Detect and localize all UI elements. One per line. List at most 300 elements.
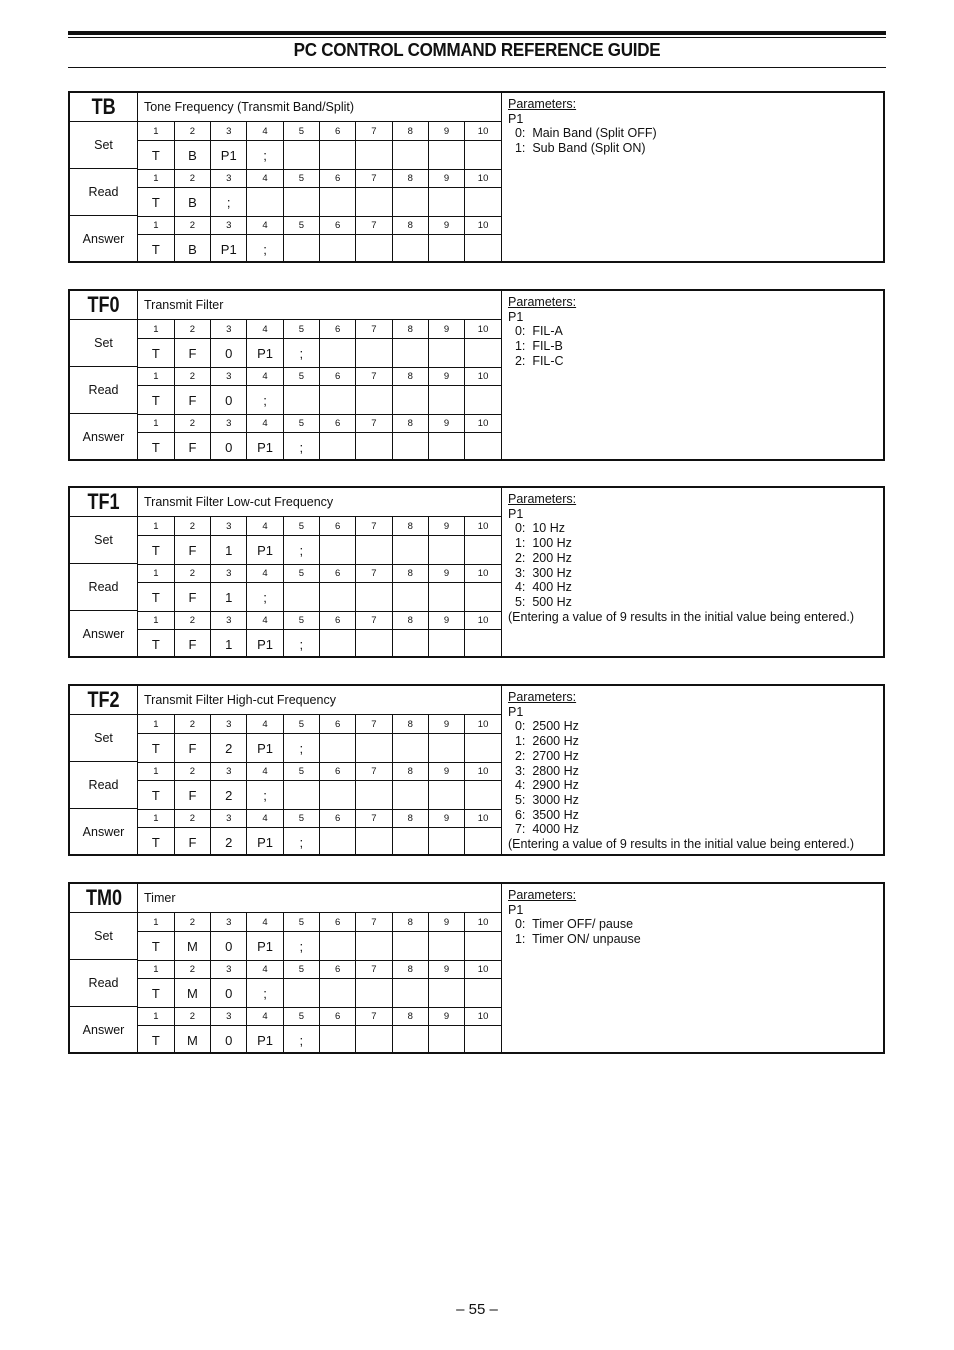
row-label-set: Set <box>70 913 138 960</box>
parameter-line: 2: 2700 Hz <box>508 748 579 763</box>
command-description: Transmit Filter High-cut Frequency <box>138 686 502 715</box>
position-number: 9 <box>428 611 464 630</box>
parameters-panel <box>502 488 882 656</box>
position-number: 4 <box>247 517 283 536</box>
format-grid-read <box>138 564 502 612</box>
position-number: 8 <box>392 1007 428 1026</box>
position-number: 2 <box>174 913 210 932</box>
format-cell <box>428 235 464 264</box>
format-cell: ; <box>211 188 247 217</box>
format-value-row <box>138 583 501 612</box>
format-value-row <box>138 630 501 659</box>
position-number-row <box>138 320 501 339</box>
command-block-tf0 <box>68 289 885 461</box>
format-cell: ; <box>247 386 283 415</box>
position-number: 4 <box>247 715 283 734</box>
position-number: 1 <box>138 414 174 433</box>
position-number: 10 <box>465 367 501 386</box>
format-value-row <box>138 188 501 217</box>
format-cell: T <box>138 630 174 659</box>
row-label-set: Set <box>70 122 138 169</box>
parameters-panel <box>502 291 882 459</box>
format-cell <box>283 188 319 217</box>
format-cell <box>356 386 392 415</box>
format-cell <box>428 536 464 565</box>
format-cell: ; <box>283 433 319 462</box>
position-number: 1 <box>138 122 174 141</box>
format-cell: F <box>174 433 210 462</box>
position-number: 7 <box>356 367 392 386</box>
position-number: 8 <box>392 517 428 536</box>
position-number: 7 <box>356 414 392 433</box>
parameter-line: 7: 4000 Hz <box>508 822 579 837</box>
format-value-row <box>138 433 501 462</box>
format-cell <box>319 583 355 612</box>
format-grid-answer <box>138 611 502 658</box>
command-code-text: TF0 <box>87 292 120 317</box>
format-grid-read <box>138 367 502 415</box>
command-block-tf1 <box>68 486 885 658</box>
position-number-row <box>138 1007 501 1026</box>
format-cell: T <box>138 734 174 763</box>
format-cell <box>465 141 501 170</box>
command-description: Timer <box>138 884 502 913</box>
format-cell: 1 <box>211 583 247 612</box>
parameter-line: (Entering a value of 9 results in the initial value being entered.) <box>508 837 855 852</box>
position-number: 6 <box>319 367 355 386</box>
position-number: 2 <box>174 320 210 339</box>
format-grid-answer <box>138 809 502 856</box>
format-value-row <box>138 536 501 565</box>
position-number: 10 <box>465 809 501 828</box>
position-number: 3 <box>211 216 247 235</box>
position-number: 8 <box>392 414 428 433</box>
format-cell: P1 <box>247 339 283 368</box>
position-number-row <box>138 564 501 583</box>
position-number: 10 <box>465 564 501 583</box>
format-cell: ; <box>247 583 283 612</box>
format-cell <box>392 583 428 612</box>
position-number: 8 <box>392 809 428 828</box>
position-number: 2 <box>174 517 210 536</box>
format-cell <box>428 141 464 170</box>
command-code-text: TF2 <box>87 687 120 712</box>
position-number: 5 <box>283 715 319 734</box>
position-number: 10 <box>465 913 501 932</box>
format-value-row <box>138 339 501 368</box>
format-value-row <box>138 1026 501 1055</box>
format-cell: 0 <box>211 979 247 1008</box>
command-code <box>70 686 138 715</box>
format-cell <box>465 734 501 763</box>
position-number-row <box>138 715 501 734</box>
format-grid-read <box>138 960 502 1008</box>
row-label-read: Read <box>70 169 138 216</box>
position-number: 9 <box>428 960 464 979</box>
format-cell <box>428 1026 464 1055</box>
format-grid-answer <box>138 1007 502 1054</box>
position-number: 2 <box>174 809 210 828</box>
position-number: 1 <box>138 564 174 583</box>
position-number: 10 <box>465 762 501 781</box>
format-cell: ; <box>283 828 319 857</box>
position-number: 2 <box>174 611 210 630</box>
position-number: 9 <box>428 216 464 235</box>
format-cell: P1 <box>247 932 283 961</box>
format-grid-set <box>138 122 502 170</box>
parameter-line: 1: 2600 Hz <box>508 734 579 749</box>
format-cell: F <box>174 630 210 659</box>
format-value-row <box>138 781 501 810</box>
command-description: Transmit Filter Low-cut Frequency <box>138 488 502 517</box>
format-cell <box>392 630 428 659</box>
format-cell <box>356 979 392 1008</box>
format-cell <box>392 235 428 264</box>
format-cell <box>356 188 392 217</box>
position-number: 3 <box>211 960 247 979</box>
parameter-line: (Entering a value of 9 results in the initial value being entered.) <box>508 609 855 624</box>
position-number-row <box>138 960 501 979</box>
position-number: 1 <box>138 715 174 734</box>
format-cell: T <box>138 583 174 612</box>
position-number-row <box>138 611 501 630</box>
position-number-row <box>138 216 501 235</box>
parameters-heading: Parameters: <box>508 492 577 506</box>
position-number: 5 <box>283 169 319 188</box>
parameter-line: P1 <box>508 902 524 917</box>
format-cell <box>356 932 392 961</box>
position-number: 2 <box>174 414 210 433</box>
parameter-line: 1: Timer ON/ unpause <box>508 932 641 947</box>
format-cell: ; <box>283 339 319 368</box>
format-cell: T <box>138 536 174 565</box>
position-number: 5 <box>283 1007 319 1026</box>
format-cell: F <box>174 734 210 763</box>
parameter-line: 4: 2900 Hz <box>508 778 579 793</box>
format-cell <box>465 339 501 368</box>
parameter-line: 1: FIL-B <box>508 339 563 354</box>
format-cell <box>465 433 501 462</box>
format-cell: 1 <box>211 536 247 565</box>
format-cell <box>319 235 355 264</box>
format-value-row <box>138 141 501 170</box>
command-block-tf2 <box>68 684 885 856</box>
position-number: 7 <box>356 564 392 583</box>
format-cell: P1 <box>247 1026 283 1055</box>
position-number: 3 <box>211 611 247 630</box>
parameter-line: 2: 200 Hz <box>508 550 572 565</box>
format-cell <box>465 235 501 264</box>
format-cell: ; <box>283 630 319 659</box>
format-cell <box>283 386 319 415</box>
position-number: 6 <box>319 913 355 932</box>
command-block-tb <box>68 91 885 263</box>
position-number-row <box>138 809 501 828</box>
position-number: 6 <box>319 414 355 433</box>
format-cell <box>319 188 355 217</box>
format-grid-answer <box>138 414 502 461</box>
format-cell <box>392 433 428 462</box>
parameter-line: P1 <box>508 506 524 521</box>
position-number: 4 <box>247 122 283 141</box>
row-label-read: Read <box>70 960 138 1007</box>
format-cell: T <box>138 932 174 961</box>
position-number: 5 <box>283 809 319 828</box>
position-number: 5 <box>283 367 319 386</box>
format-cell <box>428 828 464 857</box>
parameter-line: 0: 10 Hz <box>508 521 565 536</box>
format-cell: P1 <box>247 828 283 857</box>
position-number: 10 <box>465 320 501 339</box>
position-number: 9 <box>428 913 464 932</box>
format-cell <box>465 932 501 961</box>
format-cell: M <box>174 979 210 1008</box>
format-cell <box>319 630 355 659</box>
format-cell: ; <box>283 536 319 565</box>
format-cell <box>465 386 501 415</box>
format-cell <box>356 1026 392 1055</box>
position-number: 4 <box>247 913 283 932</box>
format-cell <box>428 386 464 415</box>
format-cell: B <box>174 188 210 217</box>
format-cell: T <box>138 339 174 368</box>
position-number: 8 <box>392 960 428 979</box>
position-number: 6 <box>319 564 355 583</box>
position-number: 6 <box>319 762 355 781</box>
position-number: 6 <box>319 122 355 141</box>
format-value-row <box>138 932 501 961</box>
position-number: 10 <box>465 414 501 433</box>
parameter-line: P1 <box>508 309 524 324</box>
format-cell: P1 <box>211 235 247 264</box>
parameter-line: P1 <box>508 111 524 126</box>
format-cell: ; <box>247 781 283 810</box>
position-number: 9 <box>428 517 464 536</box>
command-description: Transmit Filter <box>138 291 502 320</box>
format-cell <box>465 630 501 659</box>
parameter-line: 6: 3500 Hz <box>508 807 579 822</box>
position-number: 3 <box>211 517 247 536</box>
position-number: 4 <box>247 216 283 235</box>
position-number: 7 <box>356 809 392 828</box>
position-number: 8 <box>392 169 428 188</box>
format-cell <box>392 1026 428 1055</box>
parameter-line: 0: Main Band (Split OFF) <box>508 126 657 141</box>
format-cell: F <box>174 339 210 368</box>
position-number: 7 <box>356 715 392 734</box>
format-cell: 0 <box>211 386 247 415</box>
position-number-row <box>138 169 501 188</box>
format-cell: P1 <box>247 433 283 462</box>
position-number: 8 <box>392 216 428 235</box>
position-number: 5 <box>283 122 319 141</box>
format-cell: P1 <box>247 630 283 659</box>
command-code <box>70 884 138 913</box>
parameter-line: 2: FIL-C <box>508 353 564 368</box>
position-number: 1 <box>138 367 174 386</box>
position-number: 3 <box>211 122 247 141</box>
position-number: 9 <box>428 564 464 583</box>
position-number: 3 <box>211 809 247 828</box>
parameters-heading: Parameters: <box>508 97 577 111</box>
format-cell: F <box>174 583 210 612</box>
position-number: 10 <box>465 715 501 734</box>
position-number: 7 <box>356 611 392 630</box>
format-cell: P1 <box>247 536 283 565</box>
format-cell: F <box>174 781 210 810</box>
position-number: 10 <box>465 169 501 188</box>
format-value-row <box>138 734 501 763</box>
format-cell <box>356 339 392 368</box>
format-cell <box>283 583 319 612</box>
position-number: 4 <box>247 367 283 386</box>
position-number: 9 <box>428 715 464 734</box>
position-number: 7 <box>356 169 392 188</box>
format-cell <box>356 536 392 565</box>
command-code-text: TB <box>91 94 116 119</box>
position-number: 3 <box>211 367 247 386</box>
position-number: 4 <box>247 414 283 433</box>
format-cell: T <box>138 828 174 857</box>
position-number: 5 <box>283 216 319 235</box>
position-number-row <box>138 913 501 932</box>
parameters-panel <box>502 93 882 261</box>
position-number: 9 <box>428 320 464 339</box>
position-number: 4 <box>247 762 283 781</box>
format-cell: ; <box>283 1026 319 1055</box>
position-number: 3 <box>211 762 247 781</box>
position-number: 2 <box>174 1007 210 1026</box>
row-label-set: Set <box>70 517 138 564</box>
format-cell <box>392 339 428 368</box>
position-number: 1 <box>138 913 174 932</box>
parameter-line: P1 <box>508 704 524 719</box>
format-cell <box>392 386 428 415</box>
position-number: 7 <box>356 960 392 979</box>
position-number: 8 <box>392 320 428 339</box>
position-number: 4 <box>247 611 283 630</box>
position-number: 6 <box>319 1007 355 1026</box>
format-cell: ; <box>283 734 319 763</box>
format-grid-set <box>138 517 502 565</box>
row-label-read: Read <box>70 564 138 611</box>
format-cell <box>465 1026 501 1055</box>
parameter-line: 5: 3000 Hz <box>508 792 579 807</box>
position-number: 6 <box>319 611 355 630</box>
position-number: 7 <box>356 762 392 781</box>
parameter-line: 0: FIL-A <box>508 324 563 339</box>
format-cell <box>465 536 501 565</box>
position-number: 6 <box>319 216 355 235</box>
position-number: 6 <box>319 169 355 188</box>
position-number: 4 <box>247 169 283 188</box>
command-code <box>70 93 138 122</box>
format-cell <box>392 932 428 961</box>
row-label-set: Set <box>70 320 138 367</box>
position-number: 2 <box>174 762 210 781</box>
format-cell <box>392 536 428 565</box>
format-cell <box>392 781 428 810</box>
row-label-set: Set <box>70 715 138 762</box>
position-number: 5 <box>283 517 319 536</box>
format-cell <box>247 188 283 217</box>
position-number: 9 <box>428 1007 464 1026</box>
position-number: 3 <box>211 320 247 339</box>
position-number: 5 <box>283 320 319 339</box>
position-number-row <box>138 367 501 386</box>
position-number: 2 <box>174 960 210 979</box>
position-number: 3 <box>211 564 247 583</box>
position-number-row <box>138 762 501 781</box>
format-cell <box>465 828 501 857</box>
parameters-panel <box>502 884 882 1052</box>
format-grid-answer <box>138 216 502 263</box>
format-cell <box>465 979 501 1008</box>
position-number: 1 <box>138 517 174 536</box>
format-cell: T <box>138 433 174 462</box>
position-number: 7 <box>356 1007 392 1026</box>
row-label-answer: Answer <box>70 216 138 261</box>
position-number: 1 <box>138 1007 174 1026</box>
position-number: 1 <box>138 216 174 235</box>
position-number: 4 <box>247 320 283 339</box>
format-cell: T <box>138 386 174 415</box>
format-grid-set <box>138 913 502 961</box>
parameters-heading: Parameters: <box>508 690 577 704</box>
format-cell <box>356 583 392 612</box>
format-cell: 0 <box>211 433 247 462</box>
format-cell <box>428 583 464 612</box>
format-cell <box>428 734 464 763</box>
position-number: 1 <box>138 611 174 630</box>
row-label-answer: Answer <box>70 1007 138 1052</box>
format-cell <box>319 828 355 857</box>
format-cell <box>319 536 355 565</box>
position-number: 1 <box>138 320 174 339</box>
parameter-line: 4: 400 Hz <box>508 580 572 595</box>
row-label-read: Read <box>70 762 138 809</box>
row-label-read: Read <box>70 367 138 414</box>
command-description: Tone Frequency (Transmit Band/Split) <box>138 93 502 122</box>
format-cell: 0 <box>211 339 247 368</box>
position-number: 5 <box>283 913 319 932</box>
position-number: 7 <box>356 913 392 932</box>
format-cell: P1 <box>247 734 283 763</box>
position-number: 4 <box>247 960 283 979</box>
parameters-heading: Parameters: <box>508 888 577 902</box>
format-cell: T <box>138 781 174 810</box>
position-number: 10 <box>465 122 501 141</box>
format-cell: ; <box>247 141 283 170</box>
format-cell <box>356 734 392 763</box>
command-code <box>70 291 138 320</box>
format-grid-read <box>138 762 502 810</box>
format-cell: F <box>174 386 210 415</box>
position-number: 1 <box>138 762 174 781</box>
format-cell: ; <box>247 235 283 264</box>
format-cell: T <box>138 1026 174 1055</box>
format-cell <box>428 979 464 1008</box>
format-cell <box>319 141 355 170</box>
format-cell: T <box>138 235 174 264</box>
position-number: 5 <box>283 564 319 583</box>
format-cell <box>319 1026 355 1055</box>
position-number: 9 <box>428 414 464 433</box>
position-number: 9 <box>428 809 464 828</box>
position-number: 4 <box>247 1007 283 1026</box>
format-grid-read <box>138 169 502 217</box>
position-number: 9 <box>428 122 464 141</box>
